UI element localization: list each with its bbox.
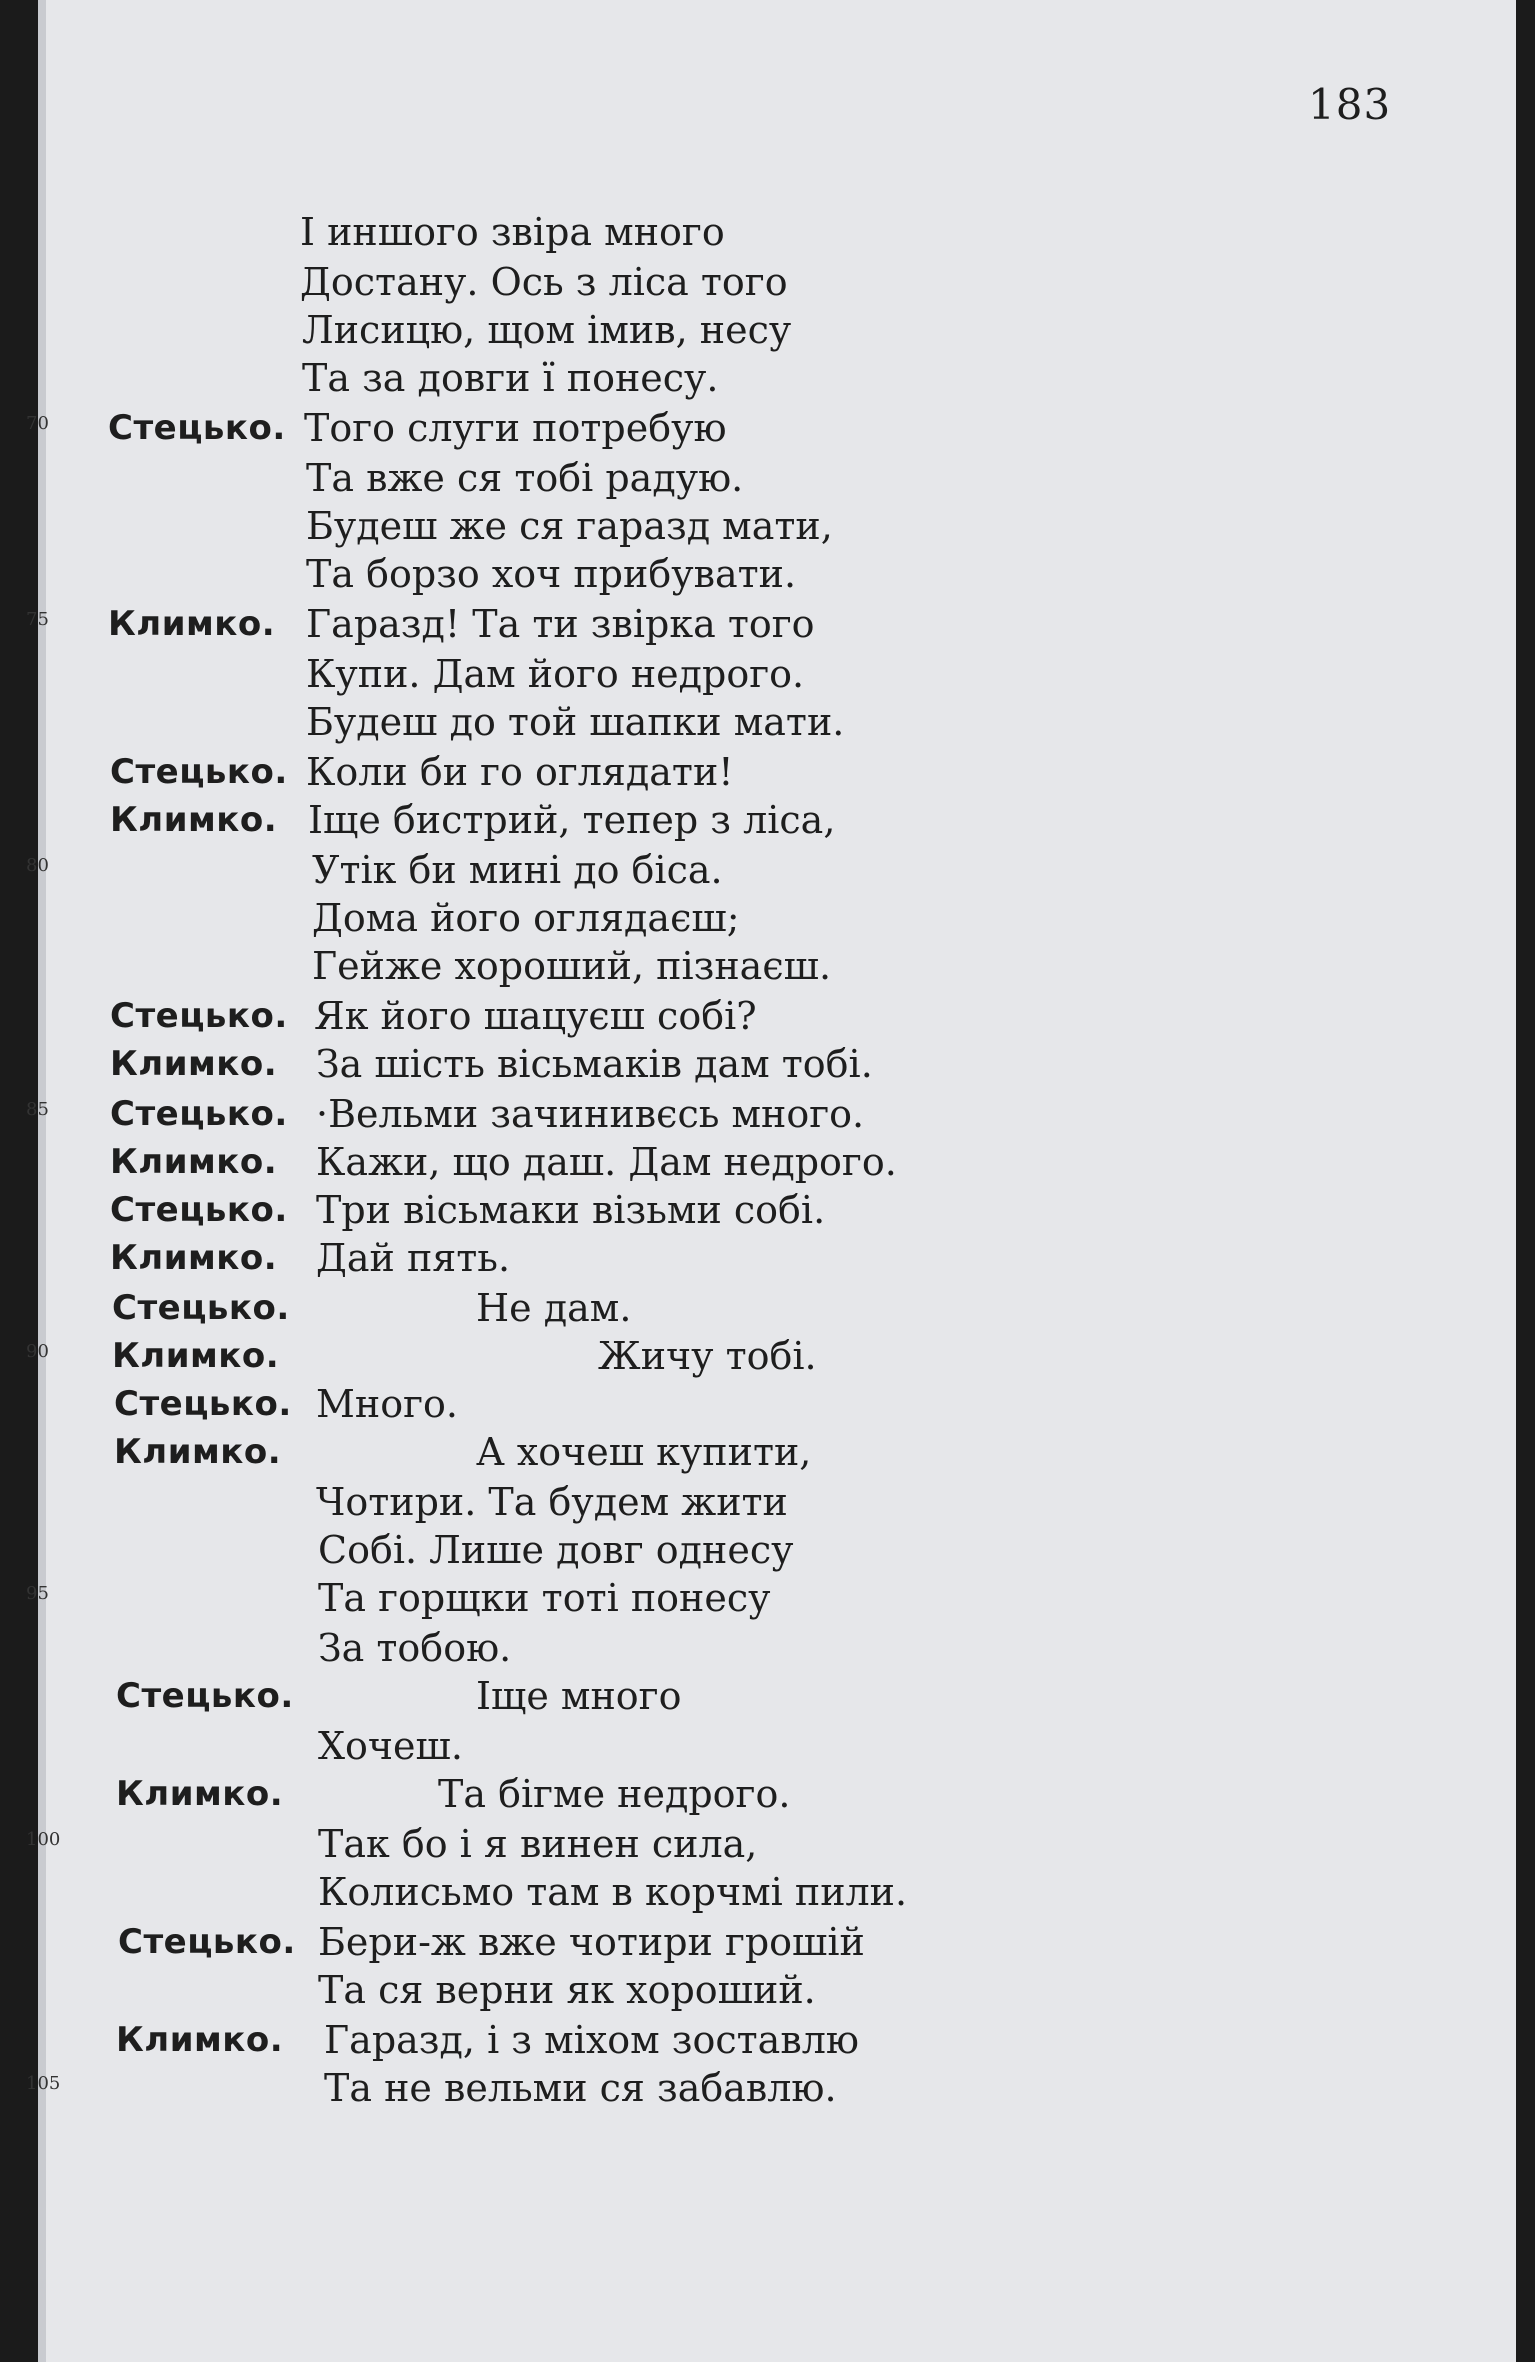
speaker-name: Стецько. xyxy=(110,996,288,1036)
verse-text: Та не вельми ся забавлю. xyxy=(324,2066,837,2110)
verse-text: Дай пять. xyxy=(316,1236,511,1280)
line-number: 80 xyxy=(26,855,49,876)
verse-text: І иншого звіра много xyxy=(300,210,725,254)
verse-text: Так бо і я винен сила, xyxy=(318,1822,758,1866)
speaker-name: Стецько. xyxy=(110,1190,288,1230)
verse-text: Колисьмо там в корчмі пили. xyxy=(318,1870,908,1914)
verse-text: Купи. Дам його недрого. xyxy=(306,652,805,696)
speaker-name: Климко. xyxy=(112,1336,280,1376)
speaker-name: Климко. xyxy=(116,1774,284,1814)
line-number: 75 xyxy=(26,609,49,630)
speaker-name: Стецько. xyxy=(110,752,288,792)
line-number: 105 xyxy=(26,2073,61,2094)
line-number: 70 xyxy=(26,413,49,434)
verse-text: Хочеш. xyxy=(318,1724,463,1768)
speaker-name: Стецько. xyxy=(118,1922,296,1962)
speaker-name: Стецько. xyxy=(110,1094,288,1134)
page-number: 183 xyxy=(1308,80,1392,129)
verse-text: Будеш же ся гаразд мати, xyxy=(306,504,833,548)
verse-text: Будеш до той шапки мати. xyxy=(306,700,845,744)
verse-text: Та за довги ї понесу. xyxy=(302,356,719,400)
verse-text: Кажи, що даш. Дам недрого. xyxy=(316,1140,897,1184)
speaker-name: Климко. xyxy=(110,1044,278,1084)
book-page xyxy=(26,0,1516,2362)
line-number: 100 xyxy=(26,1829,61,1850)
speaker-name: Климко. xyxy=(108,604,276,644)
speaker-name: Стецько. xyxy=(114,1384,292,1424)
verse-text: Іще много xyxy=(476,1674,682,1718)
verse-text: А хочеш купити, xyxy=(476,1430,812,1474)
speaker-name: Климко. xyxy=(110,1142,278,1182)
verse-text: Того слуги потребую xyxy=(304,406,727,450)
line-number: 95 xyxy=(26,1583,49,1604)
verse-text: Дома його оглядаєш; xyxy=(312,896,740,940)
verse-text: Коли би го оглядати! xyxy=(306,750,734,794)
speaker-name: Стецько. xyxy=(108,408,286,448)
verse-text: Бери-ж вже чотири грошій xyxy=(318,1920,865,1964)
speaker-name: Климко. xyxy=(116,2020,284,2060)
verse-text: Чотири. Та будем жити xyxy=(316,1480,788,1524)
verse-text: Жичу тобі. xyxy=(598,1334,817,1378)
verse-text: Та бігме недрого. xyxy=(438,1772,791,1816)
line-number: 90 xyxy=(26,1341,49,1362)
verse-text: Гаразд! Та ти звірка того xyxy=(306,602,815,646)
speaker-name: Климко. xyxy=(110,1238,278,1278)
speaker-name: Климко. xyxy=(114,1432,282,1472)
speaker-name: Стецько. xyxy=(112,1288,290,1328)
verse-text: Іще бистрий, тепер з ліса, xyxy=(308,798,836,842)
speaker-name: Климко. xyxy=(110,800,278,840)
verse-text: Та вже ся тобі радую. xyxy=(306,456,744,500)
verse-text: Три вісьмаки візьми собі. xyxy=(316,1188,826,1232)
verse-text: Та ся верни як хороший. xyxy=(318,1968,816,2012)
page-gutter xyxy=(38,0,46,2362)
verse-text: Гейже хороший, пізнаєш. xyxy=(312,944,832,988)
verse-text: Та горщки тоті понесу xyxy=(318,1576,771,1620)
verse-text: Много. xyxy=(316,1382,458,1426)
verse-text: Як його шацуєш собі? xyxy=(314,994,757,1038)
verse-text: ·Вельми зачинивєсь много. xyxy=(316,1092,865,1136)
line-number: 85 xyxy=(26,1099,49,1120)
verse-text: Гаразд, і з міхом зоставлю xyxy=(324,2018,859,2062)
verse-text: За шість вісьмаків дам тобі. xyxy=(316,1042,873,1086)
verse-text: Утік би мині до біса. xyxy=(312,848,723,892)
speaker-name: Стецько. xyxy=(116,1676,294,1716)
verse-text: Не дам. xyxy=(476,1286,632,1330)
verse-text: Достану. Ось з ліса того xyxy=(300,260,788,304)
verse-text: Собі. Лише довг однесу xyxy=(318,1528,794,1572)
verse-text: Лисицю, щом імив, несу xyxy=(302,308,792,352)
verse-text: За тобою. xyxy=(318,1626,512,1670)
verse-text: Та борзо хоч прибувати. xyxy=(306,552,797,596)
